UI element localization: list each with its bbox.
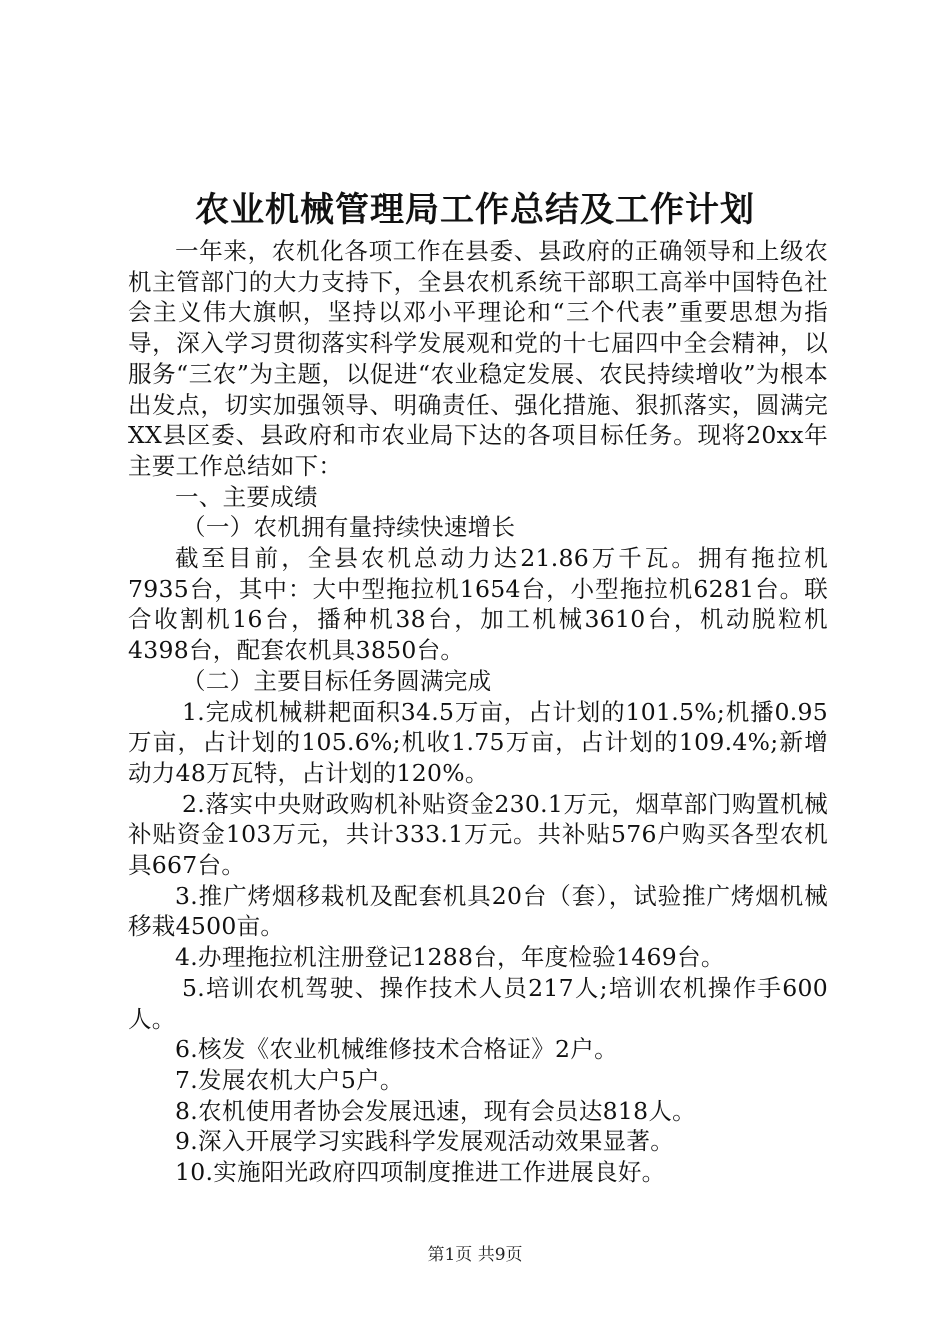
list-item: 9.深入开展学习实践科学发展观活动效果显著。	[175, 1127, 675, 1156]
list-item: 3.推广烤烟移栽机及配套机具20台（套），试验推广烤烟机械移栽4500亩。	[128, 881, 828, 941]
document-body	[128, 236, 828, 1188]
section-heading-achievements: 一、主要成绩	[175, 482, 318, 511]
list-item: 7.发展农机大户5户。	[175, 1065, 404, 1094]
list-item: 10.实施阳光政府四项制度推进工作进展良好。	[175, 1158, 666, 1187]
list-item: 6.核发《农业机械维修技术合格证》2户。	[175, 1035, 618, 1064]
subsection-heading-ownership: （一）农机拥有量持续快速增长	[182, 513, 516, 542]
ownership-paragraph: 截至目前，全县农机总动力达21.86万千瓦。拥有拖拉机7935台，其中：大中型拖拉机1654台，小型拖拉机6281台。联合收割机16台，播种机38台，加工机械3610台，机动脱粒机4398台，配套农机具3850台。	[128, 544, 828, 665]
intro-paragraph: 一年来，农机化各项工作在县委、县政府的正确领导和上级农机主管部门的大力支持下，全县农机系统干部职工高举中国特色社会主义伟大旗帜，坚持以邓小平理论和“三个代表”重要思想为指导，深入学习贯彻落实科学发展观和党的十七届四中全会精神，以服务“三农”为主题，以促进“农业稳定发展、农民持续增收”为根本出发点，切实加强领导、明确责任、强化措施、狠抓落实，圆满完XX县区委、县政府和市农业局下达的各项目标任务。现将20xx年主要工作总结如下：	[128, 237, 828, 480]
list-item: 5.培训农机驾驶、操作技术人员217人;培训农机操作手600人。	[128, 973, 828, 1033]
list-item: 8.农机使用者协会发展迅速，现有会员达818人。	[175, 1096, 696, 1125]
list-item: 2.落实中央财政购机补贴资金230.1万元，烟草部门购置机械补贴资金103万元，共计333.1万元。共补贴576户购买各型农机具667台。	[128, 789, 828, 880]
list-item: 4.办理拖拉机注册登记1288台，年度检验1469台。	[175, 943, 725, 972]
list-item: 1.完成机械耕耙面积34.5万亩，占计划的101.5%;机播0.95万亩，占计划的105.6%;机收1.75万亩，占计划的109.4%;新增动力48万瓦特，占计划的120%。	[128, 697, 828, 787]
document-title: 农业机械管理局工作总结及工作计划	[195, 190, 755, 230]
subsection-heading-targets: （二）主要目标任务圆满完成	[182, 666, 492, 695]
page-footer: 第1页 共9页	[427, 1245, 523, 1265]
